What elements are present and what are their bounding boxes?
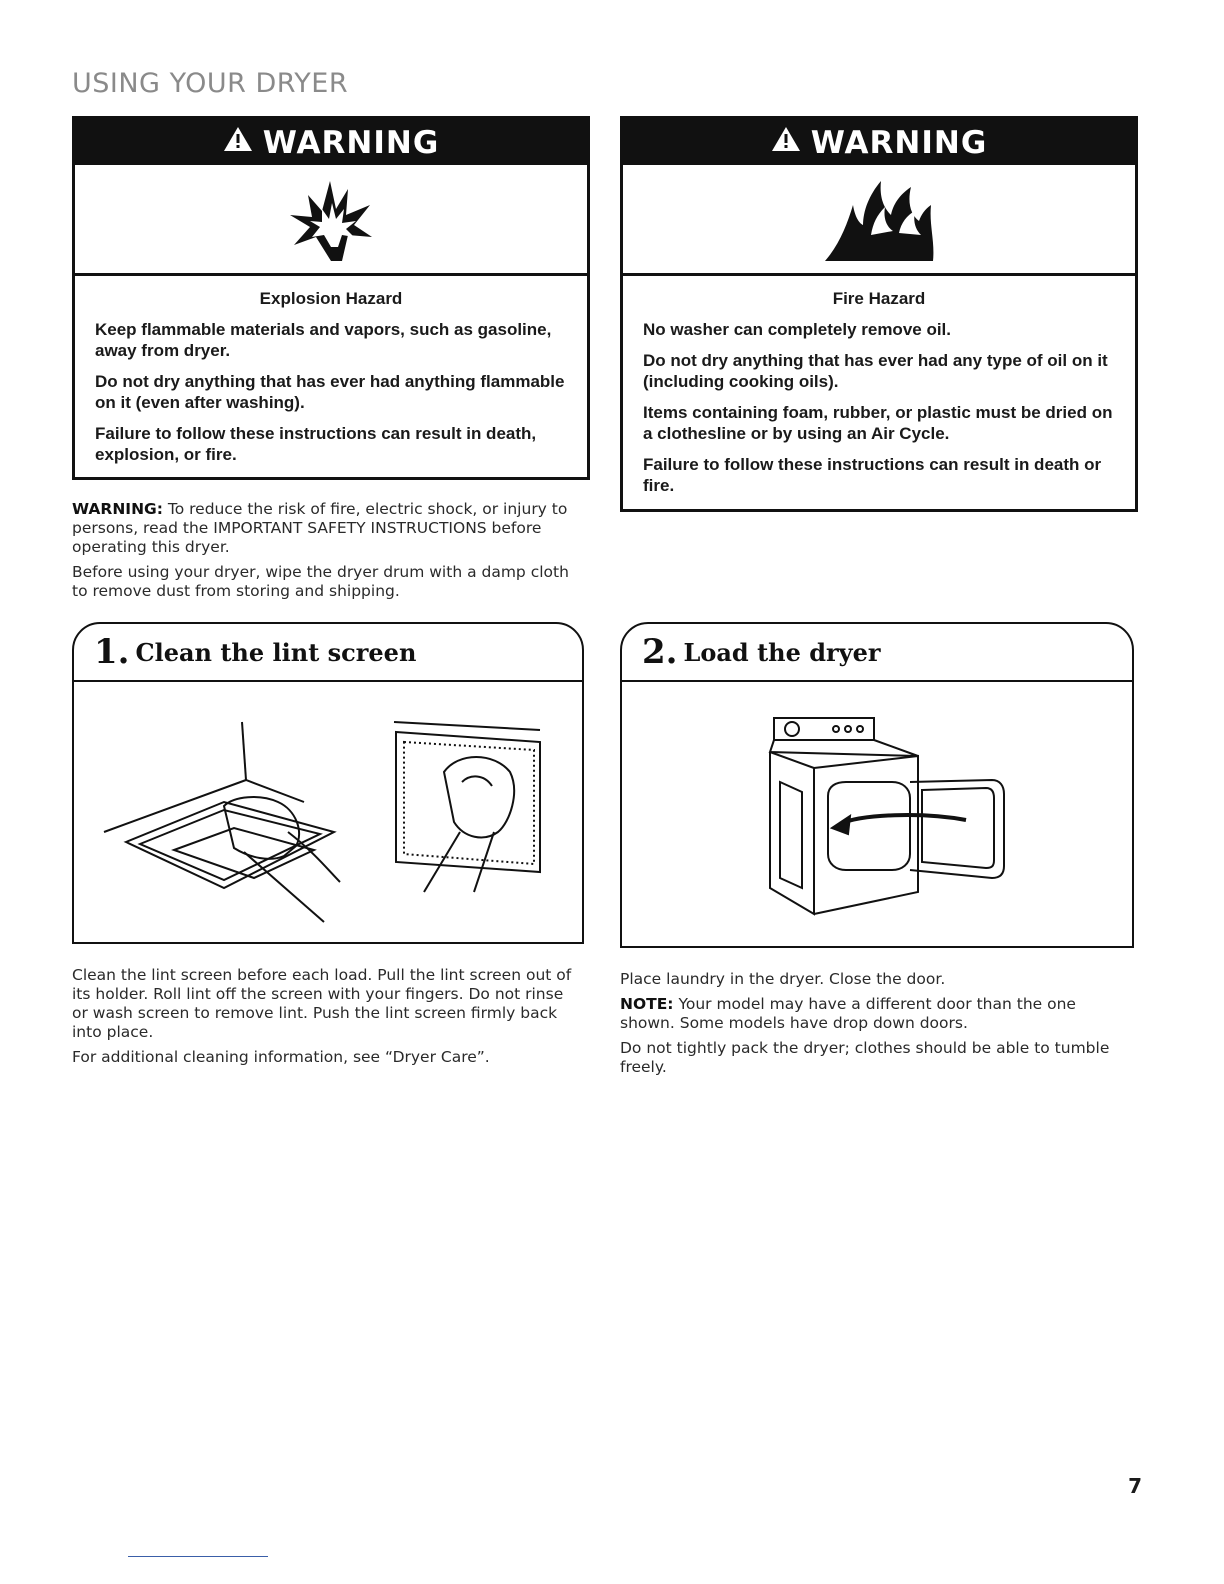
lint-screen-illustration [74,682,582,949]
hazard-title: Fire Hazard [832,289,926,308]
step-heading: Clean the lint screen [135,637,417,667]
warning-banner-label: WARNING [810,125,988,161]
fire-icon [819,175,939,263]
dryer-figure [622,682,1132,948]
intro-warning-label: WARNING: [72,500,163,518]
intro-text [72,500,572,607]
warning-line: Failure to follow these instructions can result in death or fire. [643,455,1102,495]
warning-box-explosion [72,116,590,480]
explosion-icon [286,175,376,261]
warning-line: Failure to follow these instructions can result in death, explosion, or fire. [95,424,537,464]
lint-screen-figure [74,682,582,944]
warning-banner-label: WARNING [262,125,440,161]
warning-symbol-area [623,165,1135,276]
page-title: USING YOUR DRYER [72,68,349,99]
warning-line: Do not dry anything that has ever had anything flammable on it (even after washing). [95,372,565,412]
warning-line: Items containing foam, rubber, or plastic must be dried on a clothesline or by using an Air Cycle. [643,403,1113,443]
note-text: Your model may have a different door than the one shown. Some models have drop down doors. [620,995,1076,1032]
step-1-text [72,966,584,1073]
intro-warning-text: To reduce the risk of fire, electric shock, or injury to persons, read the IMPORTANT SAFETY INSTRUCTIONS before operating this dryer. [72,500,568,556]
warning-triangle-icon [223,118,253,166]
dryer-illustration [622,682,1132,953]
warning-line: Keep flammable materials and vapors, such as gasoline, away from dryer. [95,320,552,360]
step-paragraph: Clean the lint screen before each load. Pull the lint screen out of its holder. Roll lint off the screen with your fingers. Do not rinse or wash screen to remove lint. Push the lint screen firmly back into place. [72,966,572,1041]
warning-line: Do not dry anything that has ever had any type of oil on it (including cooking oils). [643,351,1108,391]
step-number: 1. [94,632,130,672]
step-panel-1 [72,622,584,944]
warning-banner [75,119,587,165]
step-paragraph: Do not tightly pack the dryer; clothes should be able to tumble freely. [620,1039,1110,1076]
step-header [622,624,1132,682]
intro-before-use: Before using your dryer, wipe the dryer drum with a damp cloth to remove dust from storing and shipping. [72,563,569,600]
warning-line: No washer can completely remove oil. [643,320,952,339]
step-number: 2. [642,632,678,672]
warning-banner [623,119,1135,165]
step-note [620,995,1134,1033]
step-heading: Load the dryer [683,637,881,667]
footer-rule [128,1556,268,1557]
step-paragraph: Place laundry in the dryer. Close the door. [620,970,946,988]
warning-triangle-icon [771,118,801,166]
step-panel-2 [620,622,1134,948]
note-label: NOTE: [620,995,674,1013]
intro-warning [72,500,572,557]
page-number: 7 [1128,1474,1142,1498]
hazard-title: Explosion Hazard [259,289,403,308]
warning-text [75,276,587,477]
step-paragraph: For additional cleaning information, see “Dryer Care”. [72,1048,490,1066]
warning-symbol-area [75,165,587,276]
step-2-text [620,970,1134,1083]
warning-box-fire [620,116,1138,512]
step-header [74,624,582,682]
warning-text [623,276,1135,508]
